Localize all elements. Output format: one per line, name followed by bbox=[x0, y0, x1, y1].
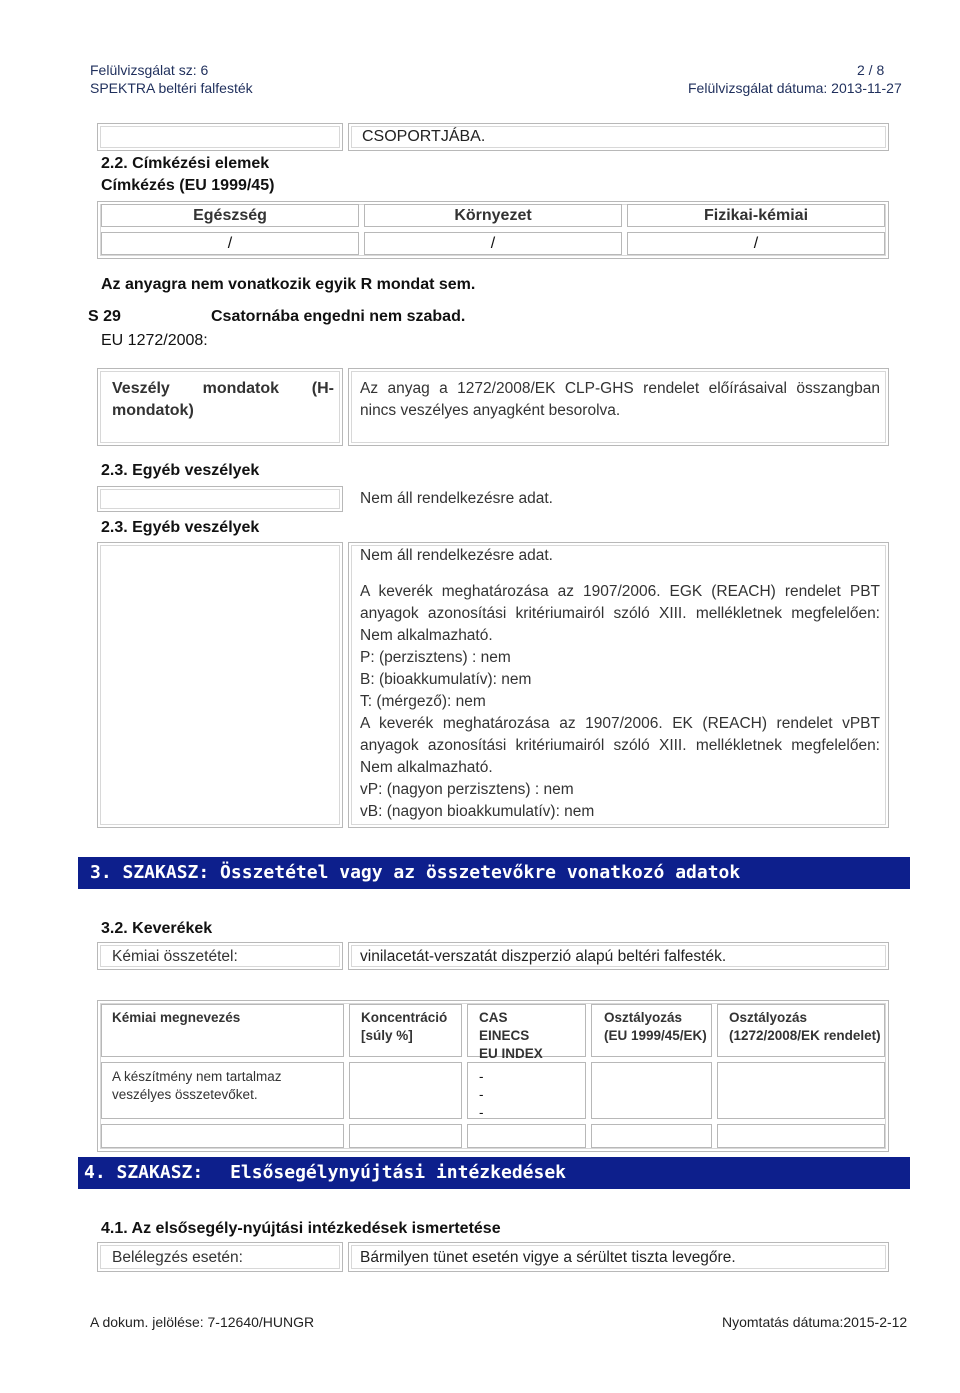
th-classification-eu: Osztályozás (EU 1999/45/EK) bbox=[604, 1010, 707, 1043]
val-environment: / bbox=[490, 235, 496, 252]
composition-value-box bbox=[348, 942, 889, 970]
vpbt-assessment: A keverék meghatározása az 1907/2006. EK (REACH) rendelet vPBT anyagok azonosítási kritériumairól szóló XIII. mellékletnek megfelelően: Nem alkalmazható. bbox=[360, 715, 880, 776]
pbt-assessment: A keverék meghatározása az 1907/2006. EGK (REACH) rendelet PBT anyagok azonosítási kritériumairól szóló XIII. mellékletnek megfelelően: Nem alkalmazható. bbox=[360, 583, 880, 644]
hazard-text-box bbox=[348, 368, 889, 446]
other-hazards-left-1 bbox=[97, 486, 343, 512]
vp-line: vP: (nagyon perzisztens) : nem bbox=[360, 781, 574, 798]
th-identifiers: CAS EINECS EU INDEX bbox=[479, 1010, 543, 1061]
product-name: SPEKTRA beltéri falfesték bbox=[90, 80, 253, 96]
section-2-3-title-repeat: 2.3. Egyéb veszélyek bbox=[101, 519, 260, 536]
no-data-2: Nem áll rendelkezésre adat. bbox=[360, 547, 553, 564]
section-2-2-title: 2.2. Címkézési elemek bbox=[101, 155, 270, 172]
labeling-table bbox=[97, 201, 889, 259]
s-phrase-text: Csatornába engedni nem szabad. bbox=[211, 308, 466, 325]
labeling-subtitle: Címkézés (EU 1999/45) bbox=[101, 177, 275, 194]
th-concentration: Koncentráció [súly %] bbox=[361, 1010, 448, 1043]
col-physchem: Fizikai-kémiai bbox=[703, 207, 809, 224]
top-left-box bbox=[97, 123, 343, 151]
revision-number: Felülvizsgálat sz: 6 bbox=[90, 62, 209, 78]
section-3-bar bbox=[78, 857, 910, 889]
r-phrase-note: Az anyagra nem vonatkozik egyik R mondat sem. bbox=[101, 276, 476, 293]
inhalation-value-box bbox=[348, 1242, 889, 1272]
s-phrase-code: S 29 bbox=[88, 308, 121, 325]
no-data-1: Nem áll rendelkezésre adat. bbox=[360, 490, 553, 507]
th-classification-clp: Osztályozás (1272/2008/EK rendelet) bbox=[729, 1010, 881, 1043]
inhalation-value: Bármilyen tünet esetén vigye a sérültet tiszta levegőre. bbox=[360, 1249, 736, 1266]
hazard-label: Veszély mondatok (H-mondatok) bbox=[112, 380, 334, 419]
col-environment: Környezet bbox=[454, 207, 532, 224]
section-2-3-title: 2.3. Egyéb veszélyek bbox=[101, 462, 260, 479]
top-right-box bbox=[348, 123, 889, 151]
other-hazards-right bbox=[348, 542, 889, 828]
section-4-1-title: 4.1. Az elsősegély-nyújtási intézkedések ismertetése bbox=[101, 1220, 501, 1237]
section-3-2-title: 3.2. Keverékek bbox=[101, 920, 213, 937]
print-date: Nyomtatás dátuma:2015-2-12 bbox=[722, 1314, 908, 1330]
components-table bbox=[97, 1000, 889, 1152]
composition-label: Kémiai összetétel: bbox=[112, 948, 238, 965]
section-4-bar bbox=[78, 1157, 910, 1189]
inhalation-label-box bbox=[97, 1242, 343, 1272]
row-no-hazardous: A készítmény nem tartalmaz veszélyes összetevőket. bbox=[112, 1069, 282, 1102]
bioaccumulative-line: B: (bioakkumulatív): nem bbox=[360, 671, 532, 688]
persistent-line: P: (perzisztens) : nem bbox=[360, 649, 511, 666]
hazard-label-box bbox=[97, 368, 343, 446]
revision-date: Felülvizsgálat dátuma: 2013-11-27 bbox=[688, 80, 902, 96]
vb-line: vB: (nagyon bioakkumulatív): nem bbox=[360, 803, 595, 820]
inhalation-label: Belélegzés esetén: bbox=[112, 1249, 243, 1266]
hazard-text: Az anyag a 1272/2008/EK CLP-GHS rendelet előírásaival összangban nincs veszélyes anyagként besorolva. bbox=[360, 380, 880, 419]
composition-value: vinilacetát-verszatát diszperzió alapú beltéri falfesték. bbox=[360, 948, 727, 965]
composition-label-box bbox=[97, 942, 343, 970]
row-identifiers: - - - bbox=[479, 1069, 484, 1120]
val-physchem: / bbox=[753, 235, 759, 252]
th-chemical-name: Kémiai megnevezés bbox=[112, 1010, 241, 1025]
toxic-line: T: (mérgező): nem bbox=[360, 693, 486, 710]
eu-regulation: EU 1272/2008: bbox=[101, 332, 208, 349]
document-id: A dokum. jelölése: 7-12640/HUNGR bbox=[90, 1314, 315, 1330]
val-health: / bbox=[227, 235, 233, 252]
section-4-number: 4. SZAKASZ: bbox=[84, 1162, 204, 1183]
section-3-title: 3. SZAKASZ: Összetétel vagy az összetevőkre vonatkozó adatok bbox=[90, 862, 741, 883]
section-4-title: Elsősegélynyújtási intézkedések bbox=[230, 1162, 567, 1183]
col-health: Egészség bbox=[193, 207, 267, 224]
top-box-text: CSOPORTJÁBA. bbox=[362, 128, 486, 145]
page-number: 2 / 8 bbox=[857, 62, 885, 78]
other-hazards-left-2 bbox=[97, 542, 343, 828]
